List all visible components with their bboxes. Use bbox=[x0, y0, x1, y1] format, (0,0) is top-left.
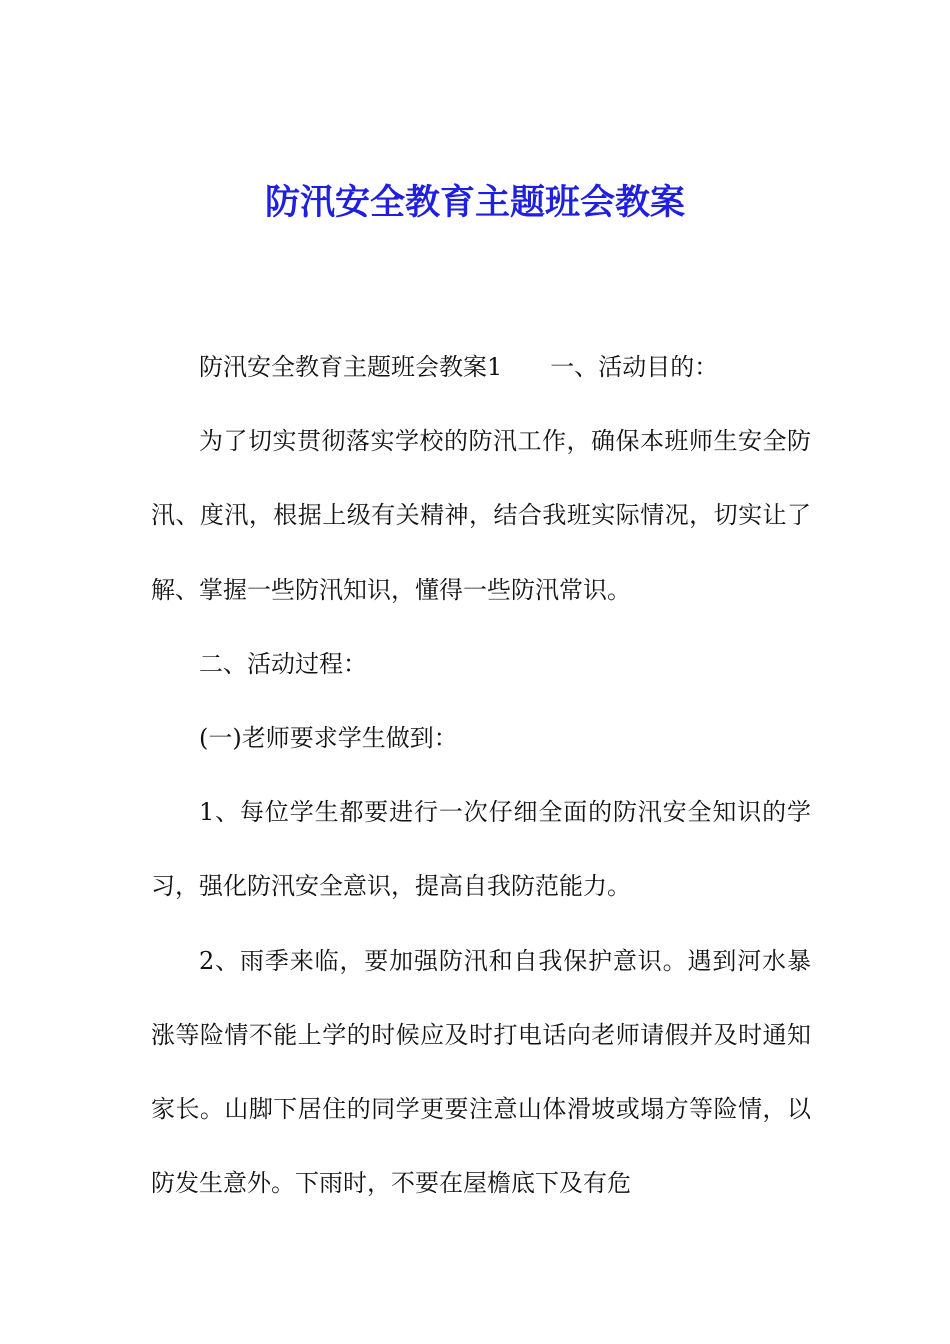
lesson-plan-heading: 防汛安全教育主题班会教案1 bbox=[199, 353, 503, 381]
subsection-heading-requirements: (一)老师要求学生做到： bbox=[199, 724, 458, 753]
list-item-2: 2、雨季来临，要加强防汛和自我保护意识。遇到河水暴涨等险情不能上学的时候应及时打电话向老师请假并及时通知家长。山脚下居住的同学更要注意山体滑坡或塌方等险情，以防发生意外。下雨时，不要在屋檐底下及有危 bbox=[151, 946, 811, 1198]
paragraph-intro bbox=[151, 330, 811, 404]
section-heading-process: 二、活动过程： bbox=[199, 649, 367, 678]
paragraph-purpose: 为了切实贯彻落实学校的防汛工作，确保本班师生安全防汛、度汛，根据上级有关精神，结合我班实际情况，切实让了解、掌握一些防汛知识，懂得一些防汛常识。 bbox=[151, 427, 811, 604]
document-title: 防汛安全教育主题班会教案 bbox=[264, 182, 685, 223]
document-body bbox=[151, 330, 811, 1220]
section-heading-purpose: 一、活动目的： bbox=[550, 353, 719, 381]
list-item-1: 1、每位学生都要进行一次仔细全面的防汛安全知识的学习，强化防汛安全意识，提高自我防范能力。 bbox=[151, 798, 811, 901]
